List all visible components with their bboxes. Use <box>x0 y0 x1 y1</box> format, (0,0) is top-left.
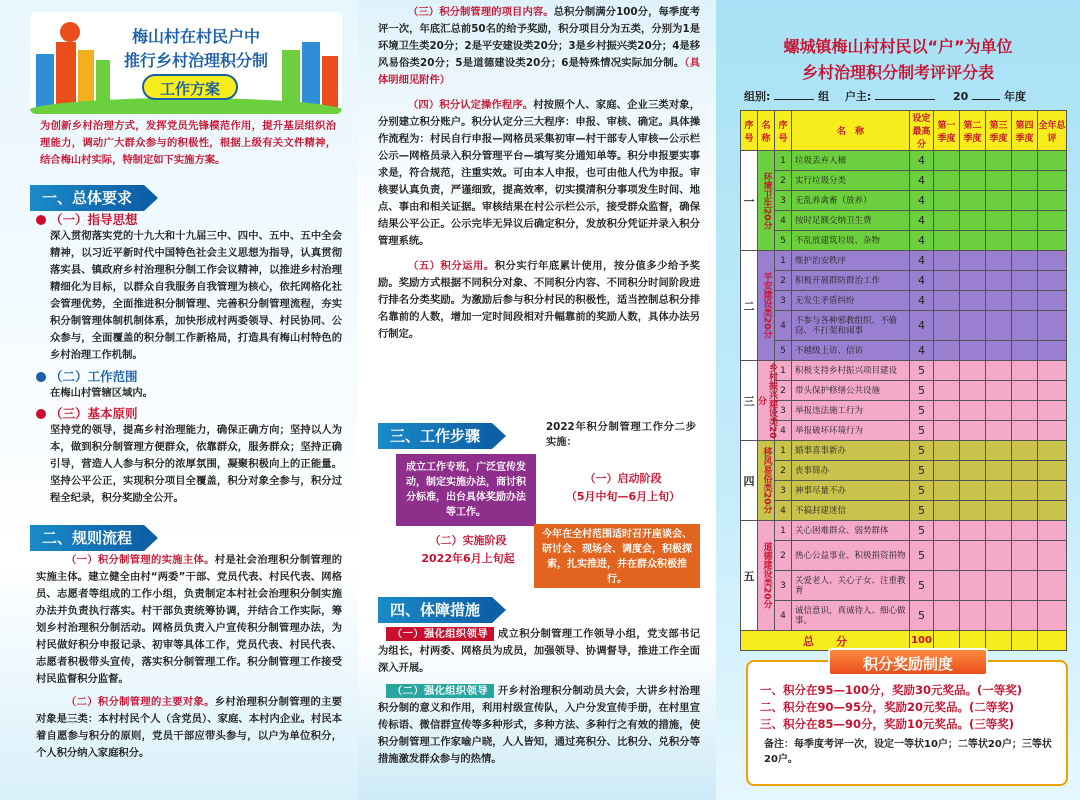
score-cell[interactable] <box>986 291 1012 311</box>
year-suffix: 年度 <box>1004 90 1027 103</box>
table-row <box>741 251 1067 271</box>
table-header-cell: 序号 <box>741 111 758 151</box>
score-cell[interactable] <box>1012 381 1038 401</box>
score-cell[interactable] <box>960 171 986 191</box>
table-row <box>741 361 1067 381</box>
max-score: 4 <box>910 311 934 341</box>
table-row <box>741 381 1067 401</box>
item-number: 4 <box>775 421 792 441</box>
section-1-heading: 一、总体要求 <box>30 184 144 212</box>
item-number: 1 <box>775 521 792 541</box>
max-score: 5 <box>910 361 934 381</box>
score-cell[interactable] <box>960 501 986 521</box>
max-score: 5 <box>910 421 934 441</box>
content-note: （具体明细见附件） <box>378 57 700 86</box>
score-cell[interactable] <box>986 441 1012 461</box>
table-row <box>741 541 1067 571</box>
item-number: 4 <box>775 211 792 231</box>
score-cell[interactable] <box>1012 171 1038 191</box>
stage2-title: （二）实施阶段 <box>429 534 507 547</box>
max-score: 5 <box>910 461 934 481</box>
item-name: 按时足额交纳卫生费 <box>792 211 910 231</box>
score-cell[interactable] <box>934 171 960 191</box>
score-cell[interactable] <box>1012 421 1038 441</box>
table-row <box>741 291 1067 311</box>
max-score: 4 <box>910 251 934 271</box>
score-cell[interactable] <box>1038 601 1067 631</box>
table-header-cell: 设定最高分 <box>910 111 934 151</box>
item-name: 关爱老人、关心子女、注重教育 <box>792 571 910 601</box>
right-panel <box>716 0 1080 800</box>
score-cell[interactable] <box>986 191 1012 211</box>
score-cell[interactable] <box>986 401 1012 421</box>
reward-line-3: 三、积分在85—90分，奖励10元奖品。(三等奖) <box>760 717 1015 731</box>
usage-text: 积分实行年底累计使用，按分值多少给予奖励。奖励方式根据不同积分对象、不同积分内容、不同积分时间阶段进行排名分类奖励。为激励后参与积分村民的积极性，适当控制总积分排名靠前的人数，增加一定时间段相对升幅靠前的奖励人数，具体办法另行制定。 <box>378 260 701 340</box>
score-cell[interactable] <box>1012 251 1038 271</box>
score-cell[interactable] <box>934 501 960 521</box>
item-name: 不参与各种邪教组织、不偷窃、不打架和闹事 <box>792 311 910 341</box>
score-cell[interactable] <box>986 601 1012 631</box>
item-number: 3 <box>775 191 792 211</box>
section-3-heading: 三、工作步骤 <box>378 422 492 450</box>
max-score: 5 <box>910 521 934 541</box>
score-cell[interactable] <box>934 361 960 381</box>
table-header-cell: 第一季度 <box>934 111 960 151</box>
category-name: 道德建设类20分 <box>758 521 775 631</box>
category-number: 二 <box>741 251 758 361</box>
score-cell[interactable] <box>960 211 986 231</box>
table-row <box>741 501 1067 521</box>
stage1-title: （一）启动阶段 <box>584 472 662 485</box>
banner-line2: 推行乡村治理积分制 <box>123 51 268 70</box>
table-row <box>741 521 1067 541</box>
principle-title: （三）基本原则 <box>50 406 138 421</box>
table-row <box>741 421 1067 441</box>
score-cell[interactable] <box>1012 361 1038 381</box>
stage2-date: 2022年6月上旬起 <box>421 552 515 565</box>
table-row <box>741 231 1067 251</box>
table-header-cell: 第三季度 <box>986 111 1012 151</box>
max-score: 5 <box>910 601 934 631</box>
score-cell[interactable] <box>960 521 986 541</box>
total-value: 100 <box>910 631 934 651</box>
score-cell[interactable] <box>986 271 1012 291</box>
category-name: 乡村振兴建设类20分 <box>758 361 775 441</box>
score-cell[interactable] <box>1012 311 1038 341</box>
item-name: 婚事喜事新办 <box>792 441 910 461</box>
max-score: 4 <box>910 191 934 211</box>
item-name: 维护治安秩序 <box>792 251 910 271</box>
item-number: 1 <box>775 251 792 271</box>
max-score: 4 <box>910 151 934 171</box>
item-name: 实行垃圾分类 <box>792 171 910 191</box>
banner-badge: 工作方案 <box>142 74 238 100</box>
score-cell[interactable] <box>986 171 1012 191</box>
item-number: 4 <box>775 601 792 631</box>
score-cell[interactable] <box>1012 151 1038 171</box>
score-cell[interactable] <box>1012 271 1038 291</box>
score-cell[interactable] <box>986 501 1012 521</box>
item-name: 举报违法施工行为 <box>792 401 910 421</box>
score-cell[interactable] <box>1038 421 1067 441</box>
stage2-box: 今年在全村范围适时召开座谈会、研讨会、现场会、调度会，积极探索，扎实推进，并在群众积极推行。 <box>534 524 700 588</box>
score-cell[interactable] <box>1012 601 1038 631</box>
guide-text: 深入贯彻落实党的十九大和十九届三中、四中、五中、五中全会精神，以习近平新时代中国特色社会主义思想为指导，认真贯彻落实县、镇政府乡村治理积分制工作会议精神，以推进乡村治理精细化为目标，以群众自我服务自我管理为核心，依托网格化社会管理优势，全面推进积分制管理、完善积分制管理流程，夯实积分制管理体制机制体系，加快形成村两委领导、村民协同、公众参与，全面覆盖的积分制工作新格局，打造具有梅山村特色的乡村治理工作机制。 <box>50 230 342 361</box>
table-row <box>741 441 1067 461</box>
intro-text: 为创新乡村治理方式，发挥党员先锋模范作用，提升基层组织治理能力，调动广大群众参与的积极性，根据上级有关文件精神，结合梅山村实际，特制定如下实施方案。 <box>40 120 336 166</box>
principle-text: 坚持党的领导，提高乡村治理能力，确保正确方向；坚持以人为本，做到积分制管理方便群众，依靠群众，服务群众；坚持正确引导，营造人人参与积分的浓厚氛围，凝聚积极向上的正能量。坚持公平公正，实现积分项目全覆盖，积分对象全参与，积分过程全纪录，积分奖励全公开。 <box>50 424 342 504</box>
year-blank[interactable] <box>972 99 1000 100</box>
max-score: 4 <box>910 341 934 361</box>
max-score: 4 <box>910 291 934 311</box>
max-score: 5 <box>910 441 934 461</box>
score-cell[interactable] <box>1012 231 1038 251</box>
item-name: 不搞封建迷信 <box>792 501 910 521</box>
score-cell[interactable] <box>986 151 1012 171</box>
item-number: 3 <box>775 291 792 311</box>
item-name: 诚信意识，真诚待人、细心做事。 <box>792 601 910 631</box>
content-title: （三）积分制管理的项目内容。 <box>408 6 554 18</box>
measures-body <box>378 626 700 768</box>
score-cell[interactable] <box>934 441 960 461</box>
score-cell[interactable] <box>934 251 960 271</box>
category-name: 平安建设类20分 <box>758 251 775 361</box>
score-cell[interactable] <box>1038 481 1067 501</box>
reward-line-2: 二、积分在90—95分，奖励20元奖品。(二等奖) <box>760 700 1015 714</box>
score-cell[interactable] <box>1012 481 1038 501</box>
score-cell[interactable] <box>1012 191 1038 211</box>
score-cell[interactable] <box>1038 501 1067 521</box>
table-row <box>741 151 1067 171</box>
score-cell[interactable] <box>1038 171 1067 191</box>
max-score: 5 <box>910 381 934 401</box>
table-row <box>741 571 1067 601</box>
total-label: 总 分 <box>741 631 910 651</box>
section-2-body <box>36 552 342 762</box>
item-number: 1 <box>775 361 792 381</box>
score-cell[interactable] <box>960 421 986 441</box>
score-cell[interactable] <box>934 341 960 361</box>
subject-title: （一）积分制管理的实施主体。 <box>66 554 215 566</box>
item-name: 丧事简办 <box>792 461 910 481</box>
item-number: 2 <box>775 171 792 191</box>
score-cell[interactable] <box>1038 541 1067 571</box>
form-line <box>744 88 1080 104</box>
score-cell[interactable] <box>1038 521 1067 541</box>
score-cell[interactable] <box>1038 251 1067 271</box>
score-cell[interactable] <box>1038 341 1067 361</box>
score-cell[interactable] <box>1038 151 1067 171</box>
total-score-cell[interactable] <box>986 631 1012 651</box>
score-cell[interactable] <box>1012 291 1038 311</box>
item-number: 3 <box>775 481 792 501</box>
score-cell[interactable] <box>960 441 986 461</box>
score-cell[interactable] <box>934 271 960 291</box>
score-cell[interactable] <box>934 521 960 541</box>
middle-panel <box>358 0 716 800</box>
score-table <box>740 110 1067 651</box>
score-cell[interactable] <box>986 461 1012 481</box>
measure1-title: （一）强化组织领导 <box>386 627 494 641</box>
score-cell[interactable] <box>1012 341 1038 361</box>
table-row <box>741 461 1067 481</box>
item-name: 举报破坏环境行为 <box>792 421 910 441</box>
score-cell[interactable] <box>960 481 986 501</box>
score-cell[interactable] <box>934 151 960 171</box>
score-cell[interactable] <box>1038 381 1067 401</box>
score-cell[interactable] <box>1038 401 1067 421</box>
item-name: 不越级上访、信访 <box>792 341 910 361</box>
table-row <box>741 341 1067 361</box>
owner-blank[interactable] <box>875 99 935 100</box>
max-score: 4 <box>910 271 934 291</box>
item-name: 积极支持乡村振兴项目建设 <box>792 361 910 381</box>
score-cell[interactable] <box>1012 521 1038 541</box>
score-cell[interactable] <box>960 461 986 481</box>
category-number: 五 <box>741 521 758 631</box>
guide-title: （一）指导思想 <box>50 212 138 227</box>
item-number: 3 <box>775 571 792 601</box>
item-number: 1 <box>775 441 792 461</box>
stage1-date: （5月中旬—6月上旬） <box>565 490 681 503</box>
item-number: 2 <box>775 271 792 291</box>
table-header-cell: 第四季度 <box>1012 111 1038 151</box>
item-number: 3 <box>775 401 792 421</box>
score-cell[interactable] <box>960 601 986 631</box>
reward-line-1: 一、积分在95—100分，奖励30元奖品。(一等奖) <box>760 683 1023 697</box>
score-cell[interactable] <box>934 481 960 501</box>
score-cell[interactable] <box>986 521 1012 541</box>
score-cell[interactable] <box>1038 291 1067 311</box>
max-score: 5 <box>910 481 934 501</box>
score-cell[interactable] <box>934 231 960 251</box>
banner <box>30 12 342 114</box>
group-label: 组别: <box>744 90 771 103</box>
category-number: 一 <box>741 151 758 251</box>
score-cell[interactable] <box>960 151 986 171</box>
category-number: 四 <box>741 441 758 521</box>
table-header-cell: 全年总评 <box>1038 111 1067 151</box>
reward-note: 备注：每季度考评一次，设定一等状10户；二等状20户；三等状20户。 <box>764 739 1052 765</box>
left-panel <box>0 0 358 800</box>
score-cell[interactable] <box>986 571 1012 601</box>
group-blank[interactable] <box>774 99 814 100</box>
item-name: 热心公益事业、积极捐资捐物 <box>792 541 910 571</box>
section-4-heading: 四、体障措施 <box>378 596 492 624</box>
bullet-icon <box>36 215 46 225</box>
total-score-cell[interactable] <box>1038 631 1067 651</box>
item-number: 5 <box>775 341 792 361</box>
group-suffix: 组 <box>818 90 830 103</box>
score-cell[interactable] <box>960 271 986 291</box>
score-cell[interactable] <box>934 401 960 421</box>
reward-box <box>746 655 1068 786</box>
table-title-2: 乡村治理积分制考评评分表 <box>801 63 994 82</box>
max-score: 4 <box>910 171 934 191</box>
score-cell[interactable] <box>934 541 960 571</box>
owner-label: 户主: <box>844 90 872 103</box>
score-cell[interactable] <box>1012 441 1038 461</box>
score-cell[interactable] <box>986 481 1012 501</box>
item-name: 无发生矛盾纠纷 <box>792 291 910 311</box>
table-row <box>741 271 1067 291</box>
score-cell[interactable] <box>1038 231 1067 251</box>
score-cell[interactable] <box>934 571 960 601</box>
scope-text: 在梅山村管辖区域内。 <box>50 387 153 399</box>
score-cell[interactable] <box>1038 441 1067 461</box>
table-row <box>741 191 1067 211</box>
table-row <box>741 401 1067 421</box>
score-cell[interactable] <box>1012 401 1038 421</box>
table-row <box>741 601 1067 631</box>
usage-title: （五）积分运用。 <box>408 260 495 272</box>
reward-title: 积分奖励制度 <box>828 648 988 676</box>
item-number: 5 <box>775 231 792 251</box>
score-cell[interactable] <box>1012 211 1038 231</box>
category-name: 环境卫生20分 <box>758 151 775 251</box>
score-cell[interactable] <box>960 231 986 251</box>
score-cell[interactable] <box>960 291 986 311</box>
score-cell[interactable] <box>960 381 986 401</box>
score-cell[interactable] <box>1038 461 1067 481</box>
stage1-box: 成立工作专班，广泛宣传发动，制定实施办法，商讨积分标准，出台具体奖励办法等工作。 <box>396 454 536 526</box>
score-cell[interactable] <box>986 541 1012 571</box>
measure2-text: 开乡村治理积分制动员大会，大讲乡村治理积分制的意义和作用，利用村级宣传队，入户分发宣传手册，在村里宣传标语、微信群宣传等多种形式，多种方法、多种行之有效的措施，使积分制管理工作家喻户晓，人人皆知，通过亮积分、比积分、兑积分等措施激发群众参与的热情。 <box>378 685 701 765</box>
item-name: 不乱放建筑垃圾、杂物 <box>792 231 910 251</box>
table-header-cell: 名称 <box>758 111 775 151</box>
table-header-cell: 名 称 <box>792 111 910 151</box>
score-cell[interactable] <box>986 251 1012 271</box>
table-row <box>741 171 1067 191</box>
score-cell[interactable] <box>960 251 986 271</box>
score-cell[interactable] <box>1012 541 1038 571</box>
score-cell[interactable] <box>986 211 1012 231</box>
score-cell[interactable] <box>1038 191 1067 211</box>
score-cell[interactable] <box>934 601 960 631</box>
score-cell[interactable] <box>934 311 960 341</box>
category-number: 三 <box>741 361 758 441</box>
max-score: 5 <box>910 401 934 421</box>
table-header-cell: 序号 <box>775 111 792 151</box>
max-score: 4 <box>910 211 934 231</box>
score-cell[interactable] <box>1038 361 1067 381</box>
item-number: 1 <box>775 151 792 171</box>
score-cell[interactable] <box>960 191 986 211</box>
max-score: 5 <box>910 541 934 571</box>
score-cell[interactable] <box>934 461 960 481</box>
subject-text: 村是社会治理积分制管理的实施主体。建立健全由村“两委”干部、党员代表、村民代表、网格员、志愿者等组成的工作小组，负责制定本村社会治理积分制实施办法并负责执行落实。村干部负责统筹协调，并结合工作实际，筹划乡村治理积分制活动。网格员负责入户宣传积分制管理办法，为村民做好积分申报记录、初审等具体工作，党员代表、村民代表、志愿者积极带头宣传，落实积分制管理工作。积分制管理工作接受村民监督积分监督。 <box>36 554 343 685</box>
score-cell[interactable] <box>986 361 1012 381</box>
score-cell[interactable] <box>934 421 960 441</box>
table-row <box>741 311 1067 341</box>
item-number: 2 <box>775 541 792 571</box>
bullet-icon <box>36 409 46 419</box>
score-cell[interactable] <box>1012 571 1038 601</box>
score-cell[interactable] <box>1012 501 1038 521</box>
score-cell[interactable] <box>1038 211 1067 231</box>
score-cell[interactable] <box>986 341 1012 361</box>
score-cell[interactable] <box>960 311 986 341</box>
item-name: 关心困难群众、弱势群体 <box>792 521 910 541</box>
steps-note: 2022年积分制管理工作分二步实施： <box>546 421 696 448</box>
max-score: 5 <box>910 571 934 601</box>
scope-title: （二）工作范围 <box>50 369 138 384</box>
score-cell[interactable] <box>934 381 960 401</box>
object-text: 乡村治理积分制管理的主要对象是三类：本村村民个人（含党员）、家庭、本村内企业。村民本着自愿参与积分的原则，党员干部应带头参与，以户为单位积分，个人积分纳入家庭积分。 <box>36 696 343 759</box>
item-name: 无乱养禽畜（放养） <box>792 191 910 211</box>
item-number: 2 <box>775 381 792 401</box>
score-cell[interactable] <box>986 381 1012 401</box>
score-cell[interactable] <box>960 341 986 361</box>
section-2-heading: 二、规则流程 <box>30 524 144 552</box>
item-name: 带头保护修缮公共设施 <box>792 381 910 401</box>
middle-body <box>378 4 700 343</box>
score-cell[interactable] <box>1012 461 1038 481</box>
score-cell[interactable] <box>1038 571 1067 601</box>
measure1-text: 成立积分制管理工作领导小组，党支部书记为组长，村两委、网格员为成员，加强领导、协调督导，推进工作全面深入开展。 <box>378 628 701 674</box>
procedure-title: （四）积分认定操作程序。 <box>408 99 534 111</box>
total-score-cell[interactable] <box>1012 631 1038 651</box>
score-cell[interactable] <box>1038 311 1067 341</box>
score-cell[interactable] <box>934 211 960 231</box>
score-cell[interactable] <box>934 191 960 211</box>
item-name: 积极开展群防群治工作 <box>792 271 910 291</box>
max-score: 4 <box>910 231 934 251</box>
max-score: 5 <box>910 501 934 521</box>
item-name: 神事尽量不办 <box>792 481 910 501</box>
score-cell[interactable] <box>1038 271 1067 291</box>
object-title: （二）积分制管理的主要对象。 <box>66 696 215 708</box>
score-cell[interactable] <box>960 361 986 381</box>
score-cell[interactable] <box>960 401 986 421</box>
item-number: 2 <box>775 461 792 481</box>
measure2-title: （二）强化组织领导 <box>386 684 494 698</box>
year-prefix: 20 <box>953 90 969 103</box>
table-title-1: 螺城镇梅山村村民以“户”为单位 <box>783 37 1013 56</box>
item-number: 4 <box>775 501 792 521</box>
score-cell[interactable] <box>986 421 1012 441</box>
score-cell[interactable] <box>960 571 986 601</box>
table-row <box>741 211 1067 231</box>
score-cell[interactable] <box>960 541 986 571</box>
table-row <box>741 481 1067 501</box>
item-name: 垃圾丢弃入桶 <box>792 151 910 171</box>
category-name: 移风易俗类20分 <box>758 441 775 521</box>
procedure-text: 村按照个人、家庭、企业三类对象，分别建立积分账户。积分认定分三大程序：申报、审核、确定。具体操作流程为：村民自行申报—网格员采集初审—村干部专人审核—公示栏公示—网格员录入积分管理平台—填写奖分通知单等。积分申报要实事求是，符合规范，注重实效。可由本人申报，也可由他人代为申报。审核要认真负责，严谨细致，提高效率，切实摸清积分事项发生时间、地点、事由和相关证据。审核结果在村公示栏公示，接受群众监督，确保结果公平公正。公示完毕无异议后确定积分，发放积分凭证并录入积分管理系统。 <box>378 99 701 247</box>
score-cell[interactable] <box>934 291 960 311</box>
section-1-body <box>36 210 342 507</box>
item-number: 4 <box>775 311 792 341</box>
score-cell[interactable] <box>986 231 1012 251</box>
table-header-cell: 第二季度 <box>960 111 986 151</box>
score-cell[interactable] <box>986 311 1012 341</box>
bullet-icon <box>36 372 46 382</box>
content-text: 总积分制满分100分，每季度考评一次，年底汇总前50名的给予奖励，积分项目分为五类，分别为1是环境卫生类20分；2是平安建设类20分；3是乡村振兴类20分；4是移风易俗类20分；5是道德建设类20分；6是特殊情况实际加分制。 <box>378 6 700 69</box>
banner-line1: 梅山村在村民户中 <box>131 27 260 46</box>
